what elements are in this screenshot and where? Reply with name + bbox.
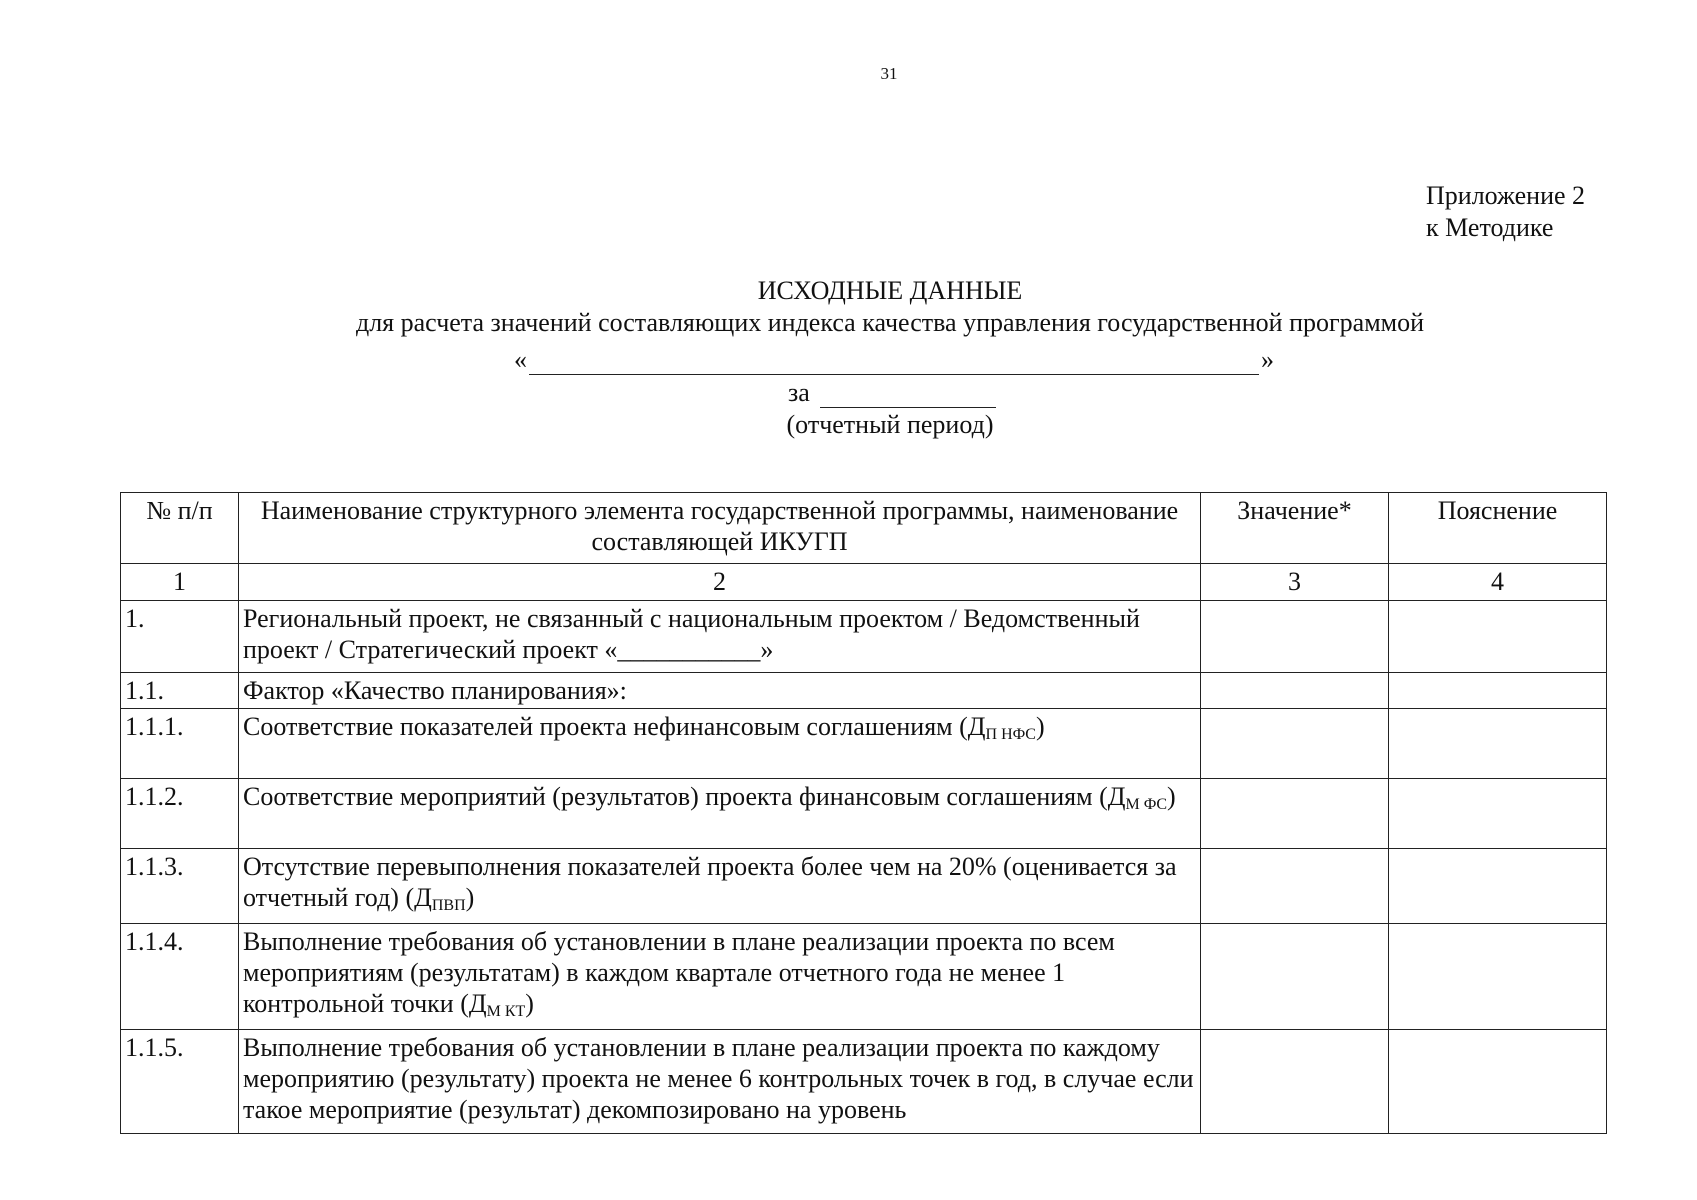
source-data-table bbox=[120, 492, 1607, 1134]
period-blank bbox=[788, 378, 996, 408]
quote-open: « bbox=[514, 345, 527, 374]
row-text bbox=[239, 709, 1201, 779]
row-number: 1.1.3. bbox=[121, 849, 239, 924]
row-text-tail: ) bbox=[525, 989, 534, 1018]
appendix-line-2: к Методике bbox=[1426, 213, 1554, 242]
table-row bbox=[121, 849, 1607, 924]
row-note bbox=[1389, 924, 1607, 1030]
row-text: Выполнение требования об установлении в плане реализации проекта по каждому мероприятию (результату) проекта не менее 6 контрольных точек в год, в случае если такое мероприятие (результат) декомпозировано на уровень bbox=[239, 1030, 1201, 1134]
quote-close: » bbox=[1261, 345, 1274, 374]
appendix-line-1: Приложение 2 bbox=[1426, 181, 1586, 210]
table-row bbox=[121, 1030, 1607, 1134]
document-title: ИСХОДНЫЕ ДАННЫЕ bbox=[757, 276, 1023, 305]
row-number: 1.1. bbox=[121, 673, 239, 709]
row-text-subscript: М КТ bbox=[486, 1003, 526, 1020]
column-number-2: 2 bbox=[239, 564, 1201, 601]
row-text-subscript: ПВП bbox=[431, 897, 466, 914]
row-text-subscript: П НФС bbox=[985, 726, 1036, 743]
row-value bbox=[1201, 709, 1389, 779]
column-number-3: 3 bbox=[1201, 564, 1389, 601]
program-name-underline bbox=[529, 344, 1259, 375]
row-text-tail: ) bbox=[465, 883, 475, 912]
header-name: Наименование структурного элемента государственной программы, наименование составляющей ИКУГП bbox=[239, 493, 1201, 564]
row-text-main: Отсутствие перевыполнения показателей проекта более чем на 20% (оценивается за отчетный год) (Д bbox=[243, 852, 1177, 912]
period-caption: (отчетный период) bbox=[786, 410, 994, 439]
row-note bbox=[1389, 601, 1607, 673]
row-value bbox=[1201, 849, 1389, 924]
row-text-main: Выполнение требования об установлении в плане реализации проекта по всем мероприятиям (результатам) в каждом квартале отчетного года не менее 1 контрольной точки (Д bbox=[243, 927, 1115, 1018]
column-number-1: 1 bbox=[121, 564, 239, 601]
column-number-4: 4 bbox=[1389, 564, 1607, 601]
row-number: 1. bbox=[121, 601, 239, 673]
table-row bbox=[121, 924, 1607, 1030]
page-number: 31 bbox=[880, 64, 898, 83]
row-number: 1.1.2. bbox=[121, 779, 239, 849]
row-text bbox=[239, 779, 1201, 849]
row-text bbox=[239, 924, 1201, 1030]
document-subtitle: для расчета значений составляющих индекса качества управления государственной программой bbox=[355, 308, 1425, 337]
row-note bbox=[1389, 849, 1607, 924]
header-note: Пояснение bbox=[1389, 493, 1607, 564]
row-note bbox=[1389, 709, 1607, 779]
row-text-main: Соответствие показателей проекта нефинансовым соглашениям (Д bbox=[243, 712, 986, 741]
row-value bbox=[1201, 673, 1389, 709]
row-text-subscript: М ФС bbox=[1125, 796, 1168, 813]
table-row bbox=[121, 709, 1607, 779]
row-text: Фактор «Качество планирования»: bbox=[239, 673, 1201, 709]
row-number: 1.1.5. bbox=[121, 1030, 239, 1134]
row-number: 1.1.4. bbox=[121, 924, 239, 1030]
row-value bbox=[1201, 601, 1389, 673]
period-underline bbox=[820, 379, 996, 408]
row-text-tail: ) bbox=[1167, 782, 1176, 811]
row-text-tail: ) bbox=[1035, 712, 1045, 741]
header-number: № п/п bbox=[121, 493, 239, 564]
row-text bbox=[239, 849, 1201, 924]
program-name-blank bbox=[514, 344, 1274, 375]
column-number-row bbox=[121, 564, 1607, 601]
row-number: 1.1.1. bbox=[121, 709, 239, 779]
row-text-main: Соответствие мероприятий (результатов) проекта финансовым соглашениям (Д bbox=[243, 782, 1126, 811]
period-prefix: за bbox=[788, 378, 810, 407]
row-note bbox=[1389, 673, 1607, 709]
row-note bbox=[1389, 1030, 1607, 1134]
row-note bbox=[1389, 779, 1607, 849]
table-row bbox=[121, 673, 1607, 709]
table-row bbox=[121, 779, 1607, 849]
appendix-reference bbox=[1426, 180, 1585, 244]
table-row bbox=[121, 601, 1607, 673]
header-value: Значение* bbox=[1201, 493, 1389, 564]
row-text: Региональный проект, не связанный с национальным проектом / Ведомственный проект / Стратегический проект «___________» bbox=[239, 601, 1201, 673]
row-value bbox=[1201, 924, 1389, 1030]
table-header-row bbox=[121, 493, 1607, 564]
row-value bbox=[1201, 779, 1389, 849]
row-value bbox=[1201, 1030, 1389, 1134]
